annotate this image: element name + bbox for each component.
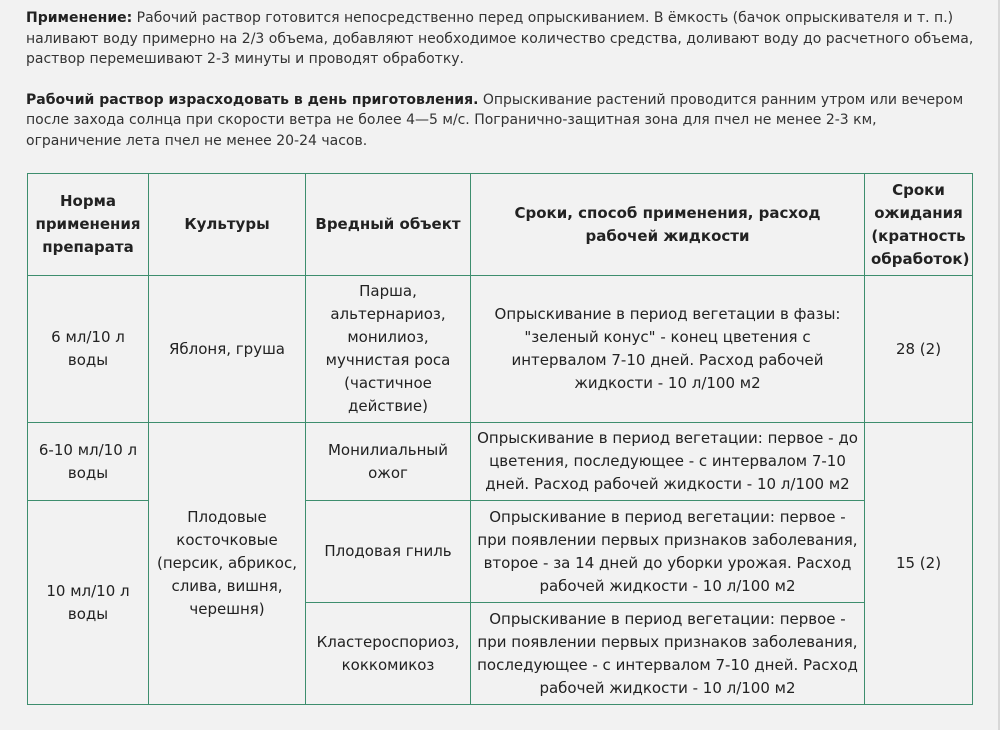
rate-cell: 10 мл/10 л воды bbox=[28, 501, 149, 705]
solution-label: Рабочий раствор израсходовать в день приготовления. bbox=[26, 91, 479, 108]
application-label: Применение: bbox=[26, 10, 133, 26]
method-cell: Опрыскивание в период вегетации: первое - при появлении первых признаков заболевания, последующее - с интервалом 7-10 дней. Расход рабочей жидкости - 10 л/100 м2 bbox=[471, 603, 865, 705]
pest-cell: Монилиальный ожог bbox=[306, 423, 471, 501]
method-cell: Опрыскивание в период вегетации в фазы: "зеленый конус" - конец цветения с интервалом 7-10 дней. Расход рабочей жидкости - 10 л/100 м2 bbox=[471, 276, 865, 423]
solution-text: Опрыскивание растений проводится ранним утром или вечером после захода солнца при скорости ветра не более 4—5 м/с. Погранично-защитная зона для пчел не менее 2-3 км, ограничение лета пчел не менее 20-24 часов. bbox=[26, 91, 964, 149]
method-cell: Опрыскивание в период вегетации: первое - до цветения, последующее - с интервалом 7-10 дней. Расход рабочей жидкости - 10 л/100 м2 bbox=[471, 423, 865, 501]
application-text: Рабочий раствор готовится непосредственно перед опрыскиванием. В ёмкость (бачок опрыскивателя и т. п.) наливают воду примерно на 2/3 объема, добавляют необходимое количество средства, доливают воду до расчетного объема, раствор перемешивают 2-3 минуты и проводят обработку. bbox=[26, 10, 974, 67]
table-row bbox=[28, 276, 973, 423]
wait-cell: 15 (2) bbox=[865, 423, 973, 705]
culture-cell: Плодовые косточковые (персик, абрикос, слива, вишня, черешня) bbox=[149, 423, 306, 705]
header-rate: Норма применения препарата bbox=[28, 174, 149, 276]
pest-cell: Парша, альтернариоз, монилиоз, мучнистая роса (частичное действие) bbox=[306, 276, 471, 423]
rate-cell: 6 мл/10 л воды bbox=[28, 276, 149, 423]
header-wait: Сроки ожидания (кратность обработок) bbox=[865, 174, 973, 276]
table-row bbox=[28, 423, 973, 501]
wait-cell: 28 (2) bbox=[865, 276, 973, 423]
usage-table bbox=[27, 173, 973, 705]
method-cell: Опрыскивание в период вегетации: первое - при появлении первых признаков заболевания, второе - за 14 дней до уборки урожая. Расход рабочей жидкости - 10 л/100 м2 bbox=[471, 501, 865, 603]
header-culture: Культуры bbox=[149, 174, 306, 276]
solution-paragraph bbox=[26, 90, 976, 152]
header-pest: Вредный объект bbox=[306, 174, 471, 276]
culture-cell: Яблоня, груша bbox=[149, 276, 306, 423]
rate-cell: 6-10 мл/10 л воды bbox=[28, 423, 149, 501]
pest-cell: Плодовая гниль bbox=[306, 501, 471, 603]
application-paragraph bbox=[26, 8, 976, 70]
table-header-row bbox=[28, 174, 973, 276]
header-method: Сроки, способ применения, расход рабочей жидкости bbox=[471, 174, 865, 276]
pest-cell: Кластероспориоз, коккомикоз bbox=[306, 603, 471, 705]
article-content bbox=[26, 8, 976, 151]
